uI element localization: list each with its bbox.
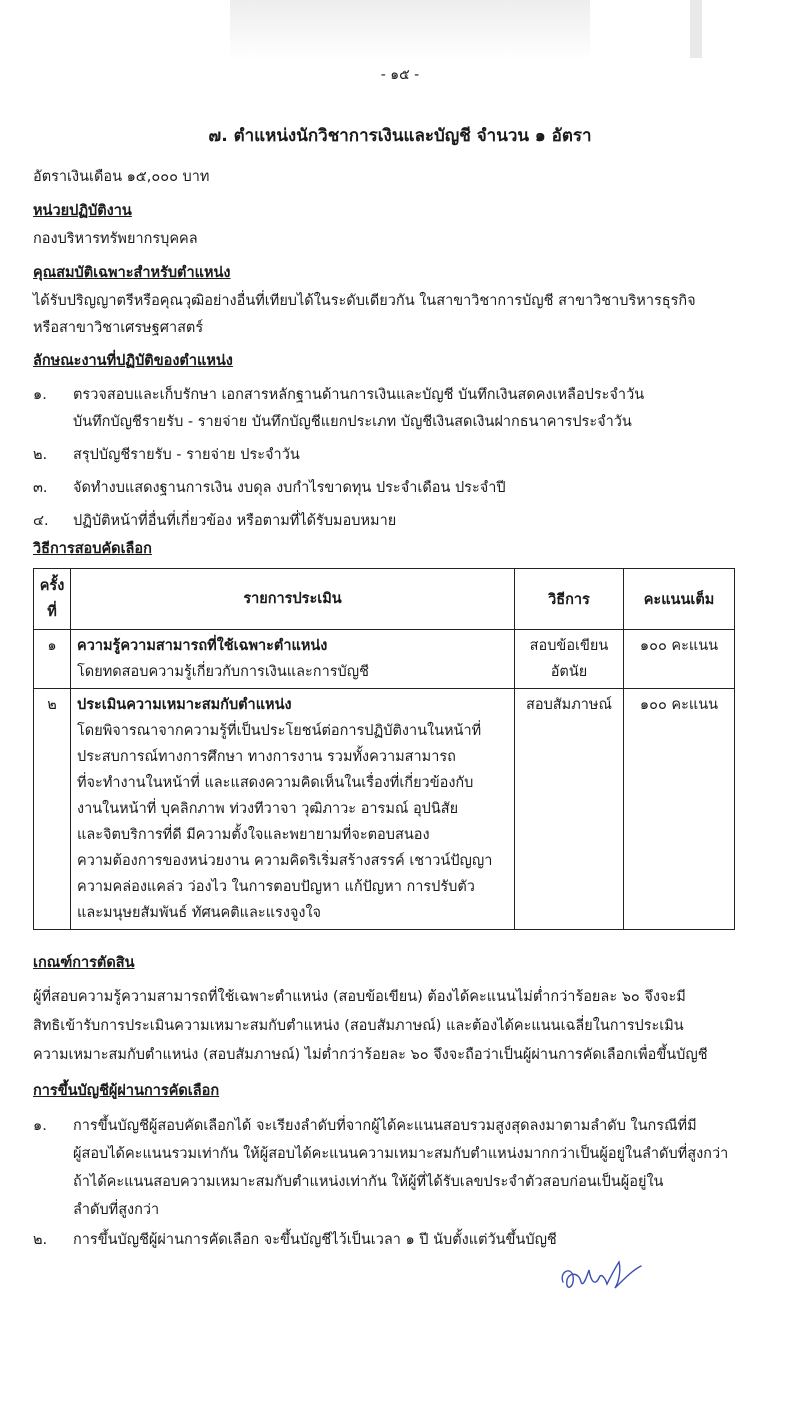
- listing-line: ลำดับที่สูงกว่า: [73, 1202, 160, 1218]
- duty-number: ๓.: [33, 480, 48, 496]
- listing-number: ๑.: [33, 1118, 47, 1134]
- duty-number: ๒.: [33, 447, 48, 463]
- table-row: [34, 689, 735, 930]
- header-score: คะแนนเต็ม: [624, 569, 735, 630]
- row-item-line: ประสบการณ์ทางการศึกษา ทางการงาน รวมทั้งความสามารถ: [77, 749, 456, 765]
- row-method: [515, 630, 624, 689]
- salary-line: อัตราเงินเดือน ๑๕,๐๐๐ บาท: [33, 169, 210, 185]
- header-method: วิธีการ: [515, 569, 624, 630]
- evaluation-table: [33, 568, 735, 930]
- criteria-heading: เกณฑ์การตัดสิน: [33, 955, 135, 971]
- row-item-title: ความรู้ความสามารถที่ใช้เฉพาะตำแหน่ง: [77, 638, 328, 654]
- header-item: รายการประเมิน: [71, 569, 515, 630]
- listing-number: ๒.: [33, 1232, 48, 1248]
- row-method: [515, 689, 624, 930]
- row-item-line: โดยพิจารณาจากความรู้ที่เป็นประโยชน์ต่อการปฏิบัติงานในหน้าที่: [77, 723, 482, 739]
- header-round-line: ที่: [47, 604, 57, 620]
- listing-line: ผู้สอบได้คะแนนรวมเท่ากัน ให้ผู้สอบได้คะแนนความเหมาะสมกับตำแหน่งมากกว่าเป็นผู้อยู่ในลำดับที่สูงกว่า: [73, 1146, 729, 1162]
- row-round: ๑: [34, 630, 71, 689]
- row-item-line: และจิตบริการที่ดี มีความตั้งใจและพยายามที่จะตอบสนอง: [77, 827, 430, 843]
- duty-item: [33, 508, 773, 535]
- scan-bleed-edge: [690, 0, 702, 58]
- duty-line: บันทึกบัญชีรายรับ - รายจ่าย บันทึกบัญชีแยกประเภท บัญชีเงินสดเงินฝากธนาคารประจำวัน: [73, 414, 632, 430]
- duty-number: ๔.: [33, 513, 49, 529]
- row-round: ๒: [34, 689, 71, 930]
- handwritten-signature: [555, 1248, 645, 1304]
- row-score: ๑๐๐ คะแนน: [624, 630, 735, 689]
- listing-heading: การขึ้นบัญชีผู้ผ่านการคัดเลือก: [33, 1083, 220, 1099]
- unit-heading: หน่วยปฏิบัติงาน: [33, 203, 132, 219]
- listing-item: [33, 1112, 773, 1224]
- duties-heading: ลักษณะงานที่ปฏิบัติของตำแหน่ง: [33, 353, 233, 369]
- page-number: - ๑๕ -: [380, 67, 420, 83]
- header-round-line: ครั้ง: [39, 578, 65, 594]
- scan-bleed: [230, 0, 590, 60]
- row-item-line: โดยทดสอบความรู้เกี่ยวกับการเงินและการบัญชี: [77, 664, 369, 680]
- qualification-line: ได้รับปริญญาตรีหรือคุณวุฒิอย่างอื่นที่เทียบได้ในระดับเดียวกัน ในสาขาวิชาการบัญชี สาขาวิชาบริหารธุรกิจ: [33, 293, 696, 309]
- duty-number: ๑.: [33, 387, 47, 403]
- criteria-line: ความเหมาะสมกับตำแหน่ง (สอบสัมภาษณ์) ไม่ต่ำกว่าร้อยละ ๖๐ จึงจะถือว่าเป็นผู้ผ่านการคัดเลือกเพื่อขึ้นบัญชี: [33, 1047, 708, 1063]
- listing-line: การขึ้นบัญชีผู้ผ่านการคัดเลือก จะขึ้นบัญชีไว้เป็นเวลา ๑ ปี นับตั้งแต่วันขึ้นบัญชี: [73, 1232, 557, 1248]
- qualification-heading: คุณสมบัติเฉพาะสำหรับตำแหน่ง: [33, 265, 231, 281]
- listing-line: ถ้าได้คะแนนสอบความเหมาะสมกับตำแหน่งเท่ากัน ให้ผู้ที่ได้รับเลขประจำตัวสอบก่อนเป็นผู้อยู่ใน: [73, 1174, 664, 1190]
- duty-line: สรุปบัญชีรายรับ - รายจ่าย ประจำวัน: [73, 447, 300, 463]
- selection-heading: วิธีการสอบคัดเลือก: [33, 541, 152, 557]
- row-item-line: งานในหน้าที่ บุคลิกภาพ ท่วงทีวาจา วุฒิภาวะ อารมณ์ อุปนิสัย: [77, 801, 459, 817]
- unit-text: กองบริหารทรัพยากรบุคคล: [33, 231, 198, 247]
- row-item-line: ความต้องการของหน่วยงาน ความคิดริเริ่มสร้างสรรค์ เชาวน์ปัญญา: [77, 853, 493, 869]
- row-item-line: และมนุษยสัมพันธ์ ทัศนคติและแรงจูงใจ: [77, 905, 322, 921]
- listing-list: [33, 1112, 773, 1256]
- duty-line: ปฏิบัติหน้าที่อื่นที่เกี่ยวข้อง หรือตามที่ได้รับมอบหมาย: [73, 513, 397, 529]
- duty-item: [33, 442, 773, 469]
- row-method-line: อัตนัย: [550, 664, 588, 680]
- duty-item: [33, 382, 773, 436]
- row-score: ๑๐๐ คะแนน: [624, 689, 735, 930]
- criteria-line: สิทธิเข้ารับการประเมินความเหมาะสมกับตำแหน่ง (สอบสัมภาษณ์) และต้องได้คะแนนเฉลี่ยในการประเมิน: [33, 1018, 684, 1034]
- row-item: [71, 689, 515, 930]
- table-row: [34, 630, 735, 689]
- qualification-line: หรือสาขาวิชาเศรษฐศาสตร์: [33, 320, 204, 336]
- row-method-line: สอบข้อเขียน: [529, 638, 609, 654]
- row-item: [71, 630, 515, 689]
- table-header-row: [34, 569, 735, 630]
- row-item-title: ประเมินความเหมาะสมกับตำแหน่ง: [77, 697, 292, 713]
- listing-item: [33, 1226, 773, 1254]
- duty-line: จัดทำงบแสดงฐานการเงิน งบดุล งบกำไรขาดทุน ประจำเดือน ประจำปี: [73, 480, 506, 496]
- row-method-line: สอบสัมภาษณ์: [526, 697, 612, 713]
- row-item-line: ที่จะทำงานในหน้าที่ และแสดงความคิดเห็นในเรื่องที่เกี่ยวข้องกับ: [77, 775, 474, 791]
- duty-line: ตรวจสอบและเก็บรักษา เอกสารหลักฐานด้านการเงินและบัญชี บันทึกเงินสดคงเหลือประจำวัน: [73, 387, 645, 403]
- listing-line: การขึ้นบัญชีผู้สอบคัดเลือกได้ จะเรียงลำดับที่จากผู้ได้คะแนนสอบรวมสูงสุดลงมาตามลำดับ ในกรณีที่มี: [73, 1118, 697, 1134]
- position-title: ๗. ตำแหน่งนักวิชาการเงินและบัญชี จำนวน ๑ อัตรา: [208, 126, 592, 146]
- header-round: [34, 569, 71, 630]
- row-item-line: ความคล่องแคล่ว ว่องไว ในการตอบปัญหา แก้ปัญหา การปรับตัว: [77, 879, 475, 895]
- duty-item: [33, 475, 773, 502]
- criteria-line: ผู้ที่สอบความรู้ความสามารถที่ใช้เฉพาะตำแหน่ง (สอบข้อเขียน) ต้องได้คะแนนไม่ต่ำกว่าร้อยละ ๖๐ จึงจะมี: [33, 989, 686, 1005]
- duties-list: [33, 382, 773, 541]
